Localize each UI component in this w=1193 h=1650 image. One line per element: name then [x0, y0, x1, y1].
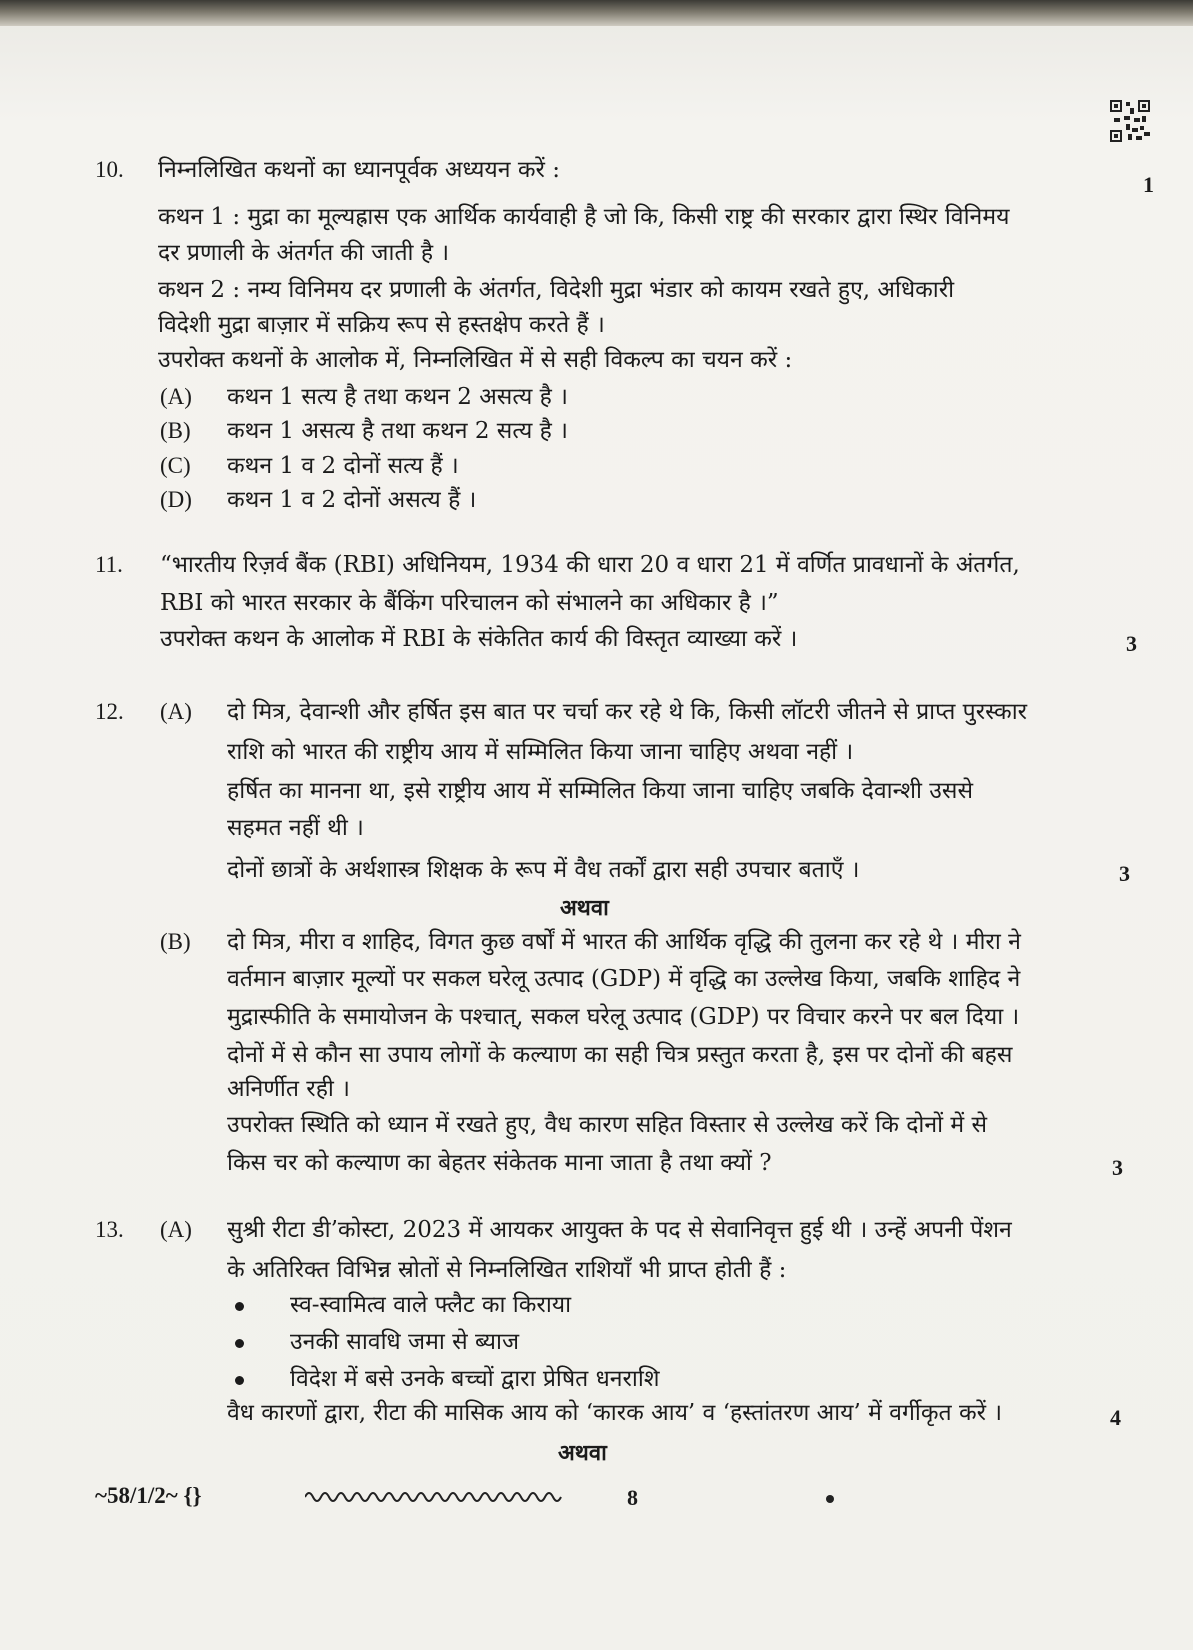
question-line: दो मित्र, मीरा व शाहिद, विगत कुछ वर्षों में भारत की आर्थिक वृद्धि की तुलना कर रहे थे । मीरा ने: [227, 929, 1021, 955]
question-line: दो मित्र, देवान्शी और हर्षित इस बात पर चर्चा कर रहे थे कि, किसी लॉटरी जीतने से प्राप्त पुरस्कार: [227, 699, 1028, 725]
question-line: दोनों छात्रों के अर्थशास्त्र शिक्षक के रूप में वैध तर्कों द्वारा सही उपचार बताएँ ।: [227, 857, 860, 883]
question-line: राशि को भारत की राष्ट्रीय आय में सम्मिलित किया जाना चाहिए अथवा नहीं ।: [227, 739, 854, 765]
marks: 3: [1119, 861, 1130, 886]
question-intro: निम्नलिखित कथनों का ध्यानपूर्वक अध्ययन करें :: [158, 157, 560, 183]
option-label: (D): [160, 487, 192, 512]
list-item: स्व-स्वामित्व वाले फ्लैट का किराया: [290, 1292, 572, 1318]
question-line: उपरोक्त कथन के आलोक में RBI के संकेतित कार्य की विस्तृत व्याख्या करें ।: [160, 626, 798, 652]
list-item: उनकी सावधि जमा से ब्याज: [290, 1329, 520, 1355]
dot-mark: [826, 1495, 834, 1503]
bullet-icon: [235, 1376, 244, 1385]
option-text: कथन 1 व 2 दोनों असत्य हैं ।: [227, 487, 477, 513]
question-line: मुद्रास्फीति के समायोजन के पश्चात्, सकल घरेलू उत्पाद (GDP) पर विचार करने पर बल दिया ।: [227, 1004, 1020, 1030]
option-text: कथन 1 व 2 दोनों सत्य हैं ।: [227, 453, 459, 479]
question-line: के अतिरिक्त विभिन्न स्रोतों से निम्नलिखित राशियाँ भी प्राप्त होती हैं :: [227, 1257, 787, 1283]
statement-1-line-2: दर प्रणाली के अंतर्गत की जाती है ।: [158, 240, 450, 266]
question-line: हर्षित का मानना था, इसे राष्ट्रीय आय में सम्मिलित किया जाना चाहिए जबकि देवान्शी उससे: [227, 778, 974, 804]
page-top-edge: [0, 0, 1193, 26]
option-label: (A): [160, 384, 192, 409]
marks: 3: [1112, 1155, 1123, 1180]
list-item: विदेश में बसे उनके बच्चों द्वारा प्रेषित धनराशि: [290, 1366, 660, 1392]
option-label: (A): [160, 1217, 192, 1242]
qr-code-icon: [1110, 100, 1150, 142]
question-line: सहमत नहीं थी ।: [227, 815, 364, 841]
bullet-icon: [235, 1302, 244, 1311]
question-line: वर्तमान बाज़ार मूल्यों पर सकल घरेलू उत्पाद (GDP) में वृद्धि का उल्लेख किया, जबकि शाहिद ने: [227, 966, 1021, 992]
marks: 4: [1110, 1405, 1121, 1430]
question-instruction: उपरोक्त कथनों के आलोक में, निम्नलिखित में से सही विकल्प का चयन करें :: [158, 347, 793, 373]
question-number: 10.: [95, 157, 124, 182]
paper-code: ~58/1/2~ {}: [95, 1483, 202, 1508]
question-line: अनिर्णीत रही ।: [227, 1076, 350, 1102]
statement-2-line-2: विदेशी मुद्रा बाज़ार में सक्रिय रूप से हस्तक्षेप करते हैं ।: [158, 312, 605, 338]
question-number: 13.: [95, 1217, 124, 1242]
or-separator: अथवा: [560, 895, 609, 921]
marks: 1: [1143, 172, 1154, 197]
marks: 3: [1126, 631, 1137, 656]
option-text: कथन 1 सत्य है तथा कथन 2 असत्य है ।: [227, 384, 568, 410]
option-label: (B): [160, 929, 191, 954]
option-label: (B): [160, 418, 191, 443]
question-line: किस चर को कल्याण का बेहतर संकेतक माना जाता है तथा क्यों ?: [227, 1150, 772, 1176]
security-wave-mark: [305, 1488, 563, 1506]
question-line: सुश्री रीटा डी’कोस्टा, 2023 में आयकर आयुक्त के पद से सेवानिवृत्त हुई थी । उन्हें अपनी पेंशन: [227, 1217, 1012, 1243]
statement-1-line-1: कथन 1 : मुद्रा का मूल्यह्रास एक आर्थिक कार्यवाही है जो कि, किसी राष्ट्र की सरकार द्वारा स्थिर विनिमय: [158, 204, 1010, 230]
bullet-icon: [235, 1339, 244, 1348]
question-line: RBI को भारत सरकार के बैंकिंग परिचालन को संभालने का अधिकार है ।”: [160, 590, 779, 616]
statement-2-line-1: कथन 2 : नम्य विनिमय दर प्रणाली के अंतर्गत, विदेशी मुद्रा भंडार को कायम रखते हुए, अधिकारी: [158, 277, 955, 303]
question-line: उपरोक्त स्थिति को ध्यान में रखते हुए, वैध कारण सहित विस्तार से उल्लेख करें कि दोनों में से: [227, 1112, 988, 1138]
question-line: वैध कारणों द्वारा, रीटा की मासिक आय को ‘कारक आय’ व ‘हस्तांतरण आय’ में वर्गीकृत करें ।: [227, 1400, 1003, 1426]
option-label: (A): [160, 699, 192, 724]
question-line: दोनों में से कौन सा उपाय लोगों के कल्याण का सही चित्र प्रस्तुत करता है, इस पर दोनों की बहस: [227, 1042, 1013, 1068]
question-number: 11.: [95, 552, 123, 577]
page-number: 8: [627, 1485, 638, 1510]
option-text: कथन 1 असत्य है तथा कथन 2 सत्य है ।: [227, 418, 568, 444]
or-separator: अथवा: [558, 1440, 607, 1466]
question-line: “भारतीय रिज़र्व बैंक (RBI) अधिनियम, 1934 की धारा 20 व धारा 21 में वर्णित प्रावधानों के अंतर्गत,: [160, 552, 1020, 578]
question-number: 12.: [95, 699, 124, 724]
option-label: (C): [160, 453, 191, 478]
